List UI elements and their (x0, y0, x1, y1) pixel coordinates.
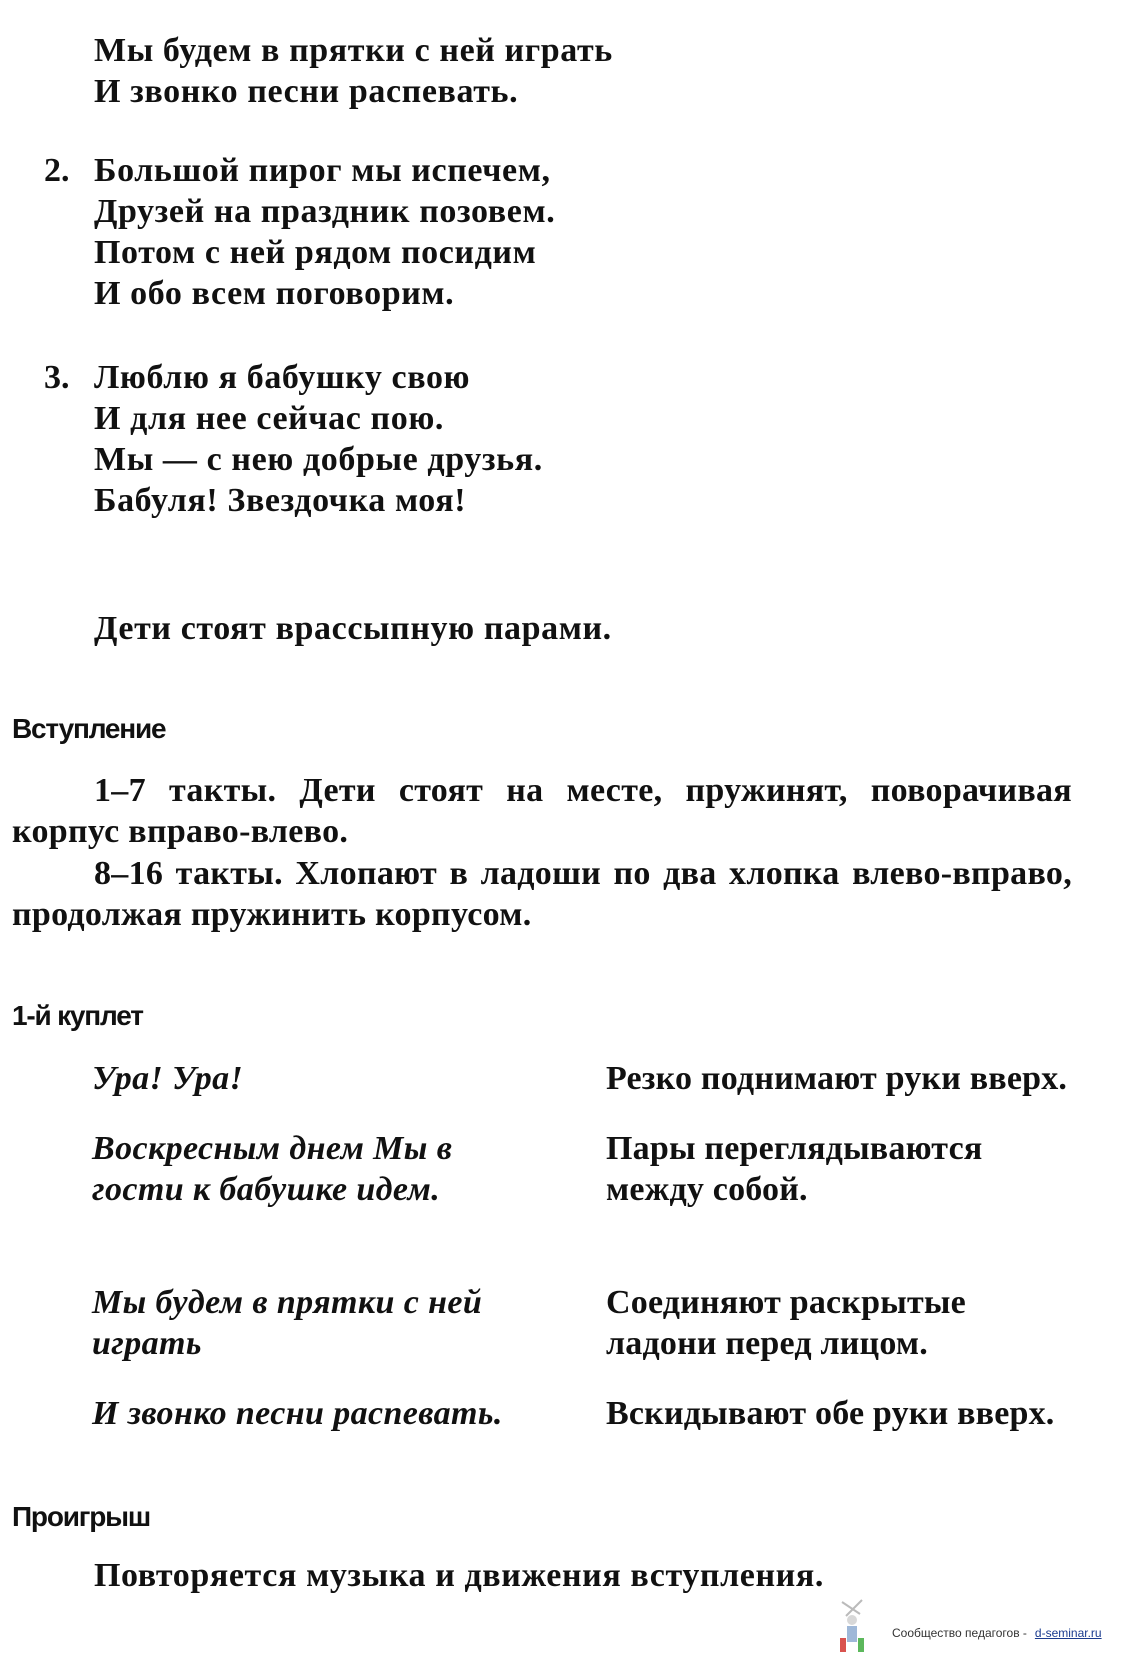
stanza-line: Друзей на праздник позовем. (94, 193, 556, 230)
stanza-2 (94, 150, 555, 314)
lyric-cell: И звонко песни распевать. (92, 1395, 503, 1432)
footer-link[interactable]: d-seminar.ru (1034, 1626, 1102, 1640)
stanza-number: 2. (44, 152, 70, 189)
action-cell: Вскидывают обе руки вверх. (606, 1395, 1055, 1432)
section-heading-intro: Вступление (12, 713, 166, 744)
lyric-cell: Воскресным днем Мы в гости к бабушке идем. (92, 1130, 453, 1208)
interlude-text: Повторяется музыка и движения вступления. (94, 1557, 824, 1594)
stanza-3 (94, 357, 543, 521)
lyric-cell: Ура! Ура! (92, 1060, 244, 1097)
stanza-line: И обо всем поговорим. (94, 275, 455, 312)
bar-range: 8–16 такты. (94, 855, 283, 892)
stanza-line: Мы будем в прятки с ней играть (94, 32, 613, 69)
section-heading-interlude: Проигрыш (12, 1501, 150, 1532)
stanza-line: Большой пирог мы испечем, (94, 152, 551, 189)
stanza-number: 3. (44, 359, 70, 396)
bar-range: 1–7 такты. (94, 772, 277, 809)
stanza-line: Мы — с нею добрые друзья. (94, 441, 543, 478)
action-cell: Резко поднимают руки вверх. (606, 1060, 1068, 1097)
lyric-cell: Мы будем в прятки с ней играть (92, 1284, 483, 1362)
paragraph-text: Хлопают в ладоши по два хлопка влево-вправо, продолжая пружинить корпусом. (12, 855, 1072, 933)
intro-paragraph-2 (12, 853, 1072, 935)
site-footer (892, 1626, 1102, 1640)
stanza-line: И для нее сейчас пою. (94, 400, 445, 437)
action-cell: Соединяют раскрытые ладони перед лицом. (606, 1284, 966, 1362)
section-heading-verse1: 1-й куплет (12, 1000, 143, 1031)
intro-note: Дети стоят врассыпную парами. (94, 610, 612, 647)
stanza-top (94, 30, 613, 112)
action-cell: Пары переглядываются между собой. (606, 1130, 983, 1208)
stanza-line: Люблю я бабушку свою (94, 359, 471, 396)
stanza-line: Потом с ней рядом посидим (94, 234, 537, 271)
paragraph-text: Дети стоят на месте, пружинят, поворачивая корпус вправо-влево. (12, 772, 1073, 850)
intro-paragraph-1 (12, 770, 1072, 852)
community-logo-icon (832, 1594, 872, 1664)
stanza-line: И звонко песни распевать. (94, 73, 519, 110)
footer-label: Сообщество педагогов - (892, 1626, 1027, 1640)
stanza-line: Бабуля! Звездочка моя! (94, 482, 467, 519)
